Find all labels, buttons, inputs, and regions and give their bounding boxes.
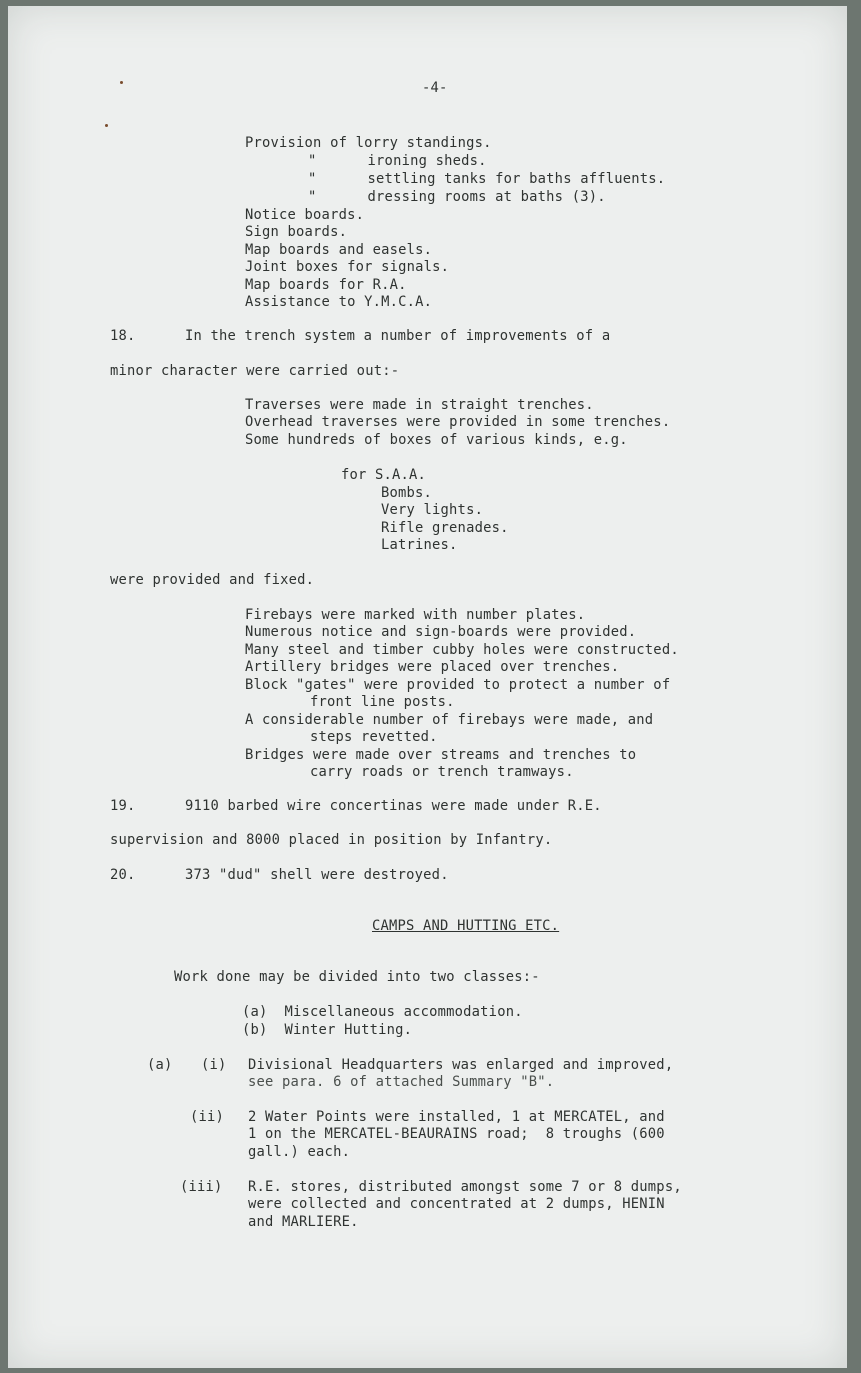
- trench-item: Traverses were made in straight trenches.: [245, 397, 594, 413]
- entry-text: were collected and concentrated at 2 dumps, HENIN: [248, 1196, 665, 1212]
- trench-item: Some hundreds of boxes of various kinds, e.g.: [245, 432, 628, 448]
- paragraph-text: In the trench system a number of improvements of a: [185, 328, 611, 344]
- entry-text: Divisional Headquarters was enlarged and improved,: [248, 1057, 674, 1073]
- box-item: Bombs.: [381, 485, 433, 501]
- paragraph-text: 9110 barbed wire concertinas were made under R.E.: [185, 798, 602, 814]
- box-item: Rifle grenades.: [381, 520, 509, 536]
- entry-text: 2 Water Points were installed, 1 at MERCATEL, and: [248, 1109, 665, 1125]
- document-page: [8, 6, 847, 1368]
- entry-text: 1 on the MERCATEL-BEAURAINS road; 8 troughs (600: [248, 1126, 665, 1142]
- entry-label: (a): [147, 1057, 173, 1073]
- paragraph-number: 20.: [110, 867, 136, 883]
- provision-item: Assistance to Y.M.C.A.: [245, 294, 433, 310]
- trench-item: Overhead traverses were provided in some trenches.: [245, 414, 671, 430]
- entry-number: (i): [201, 1057, 227, 1073]
- trench-item: Artillery bridges were placed over trenches.: [245, 659, 620, 675]
- entry-text: and MARLIERE.: [248, 1214, 359, 1230]
- class-item: (a) Miscellaneous accommodation.: [242, 1004, 523, 1020]
- paragraph-text: minor character were carried out:-: [110, 363, 400, 379]
- trench-item: front line posts.: [310, 694, 455, 710]
- trench-item: carry roads or trench tramways.: [310, 764, 574, 780]
- trench-item: Firebays were marked with number plates.: [245, 607, 586, 623]
- provision-item: " dressing rooms at baths (3).: [308, 189, 606, 205]
- entry-number: (ii): [190, 1109, 225, 1125]
- trench-item: Bridges were made over streams and trenches to: [245, 747, 637, 763]
- box-item: Very lights.: [381, 502, 484, 518]
- entry-text: gall.) each.: [248, 1144, 351, 1160]
- ink-speck: [120, 81, 123, 84]
- trench-item: A considerable number of firebays were made, and: [245, 712, 654, 728]
- trench-item: steps revetted.: [310, 729, 438, 745]
- provision-item: Notice boards.: [245, 207, 365, 223]
- entry-number: (iii): [180, 1179, 223, 1195]
- box-item: Latrines.: [381, 537, 458, 553]
- trench-item: Block "gates" were provided to protect a number of: [245, 677, 671, 693]
- box-item: for S.A.A.: [341, 467, 427, 483]
- paragraph-text: Work done may be divided into two classes:-: [174, 969, 540, 985]
- provision-item: Map boards for R.A.: [245, 277, 407, 293]
- provision-item: Joint boxes for signals.: [245, 259, 450, 275]
- entry-text: R.E. stores, distributed amongst some 7 or 8 dumps,: [248, 1179, 682, 1195]
- paragraph-number: 18.: [110, 328, 136, 344]
- paragraph-text: supervision and 8000 placed in position by Infantry.: [110, 832, 553, 848]
- paragraph-number: 19.: [110, 798, 136, 814]
- trench-item: Numerous notice and sign-boards were provided.: [245, 624, 637, 640]
- paragraph-text: 373 "dud" shell were destroyed.: [185, 867, 449, 883]
- paragraph-text: were provided and fixed.: [110, 572, 315, 588]
- provision-item: Provision of lorry standings.: [245, 135, 492, 151]
- ink-speck: [105, 124, 108, 127]
- provision-item: Sign boards.: [245, 224, 348, 240]
- page-number: -4-: [422, 80, 448, 96]
- provision-item: " settling tanks for baths affluents.: [308, 171, 666, 187]
- class-item: (b) Winter Hutting.: [242, 1022, 413, 1038]
- section-heading: CAMPS AND HUTTING ETC.: [372, 918, 560, 934]
- provision-item: Map boards and easels.: [245, 242, 433, 258]
- provision-item: " ironing sheds.: [308, 153, 487, 169]
- entry-text: see para. 6 of attached Summary "B".: [248, 1074, 555, 1090]
- trench-item: Many steel and timber cubby holes were constructed.: [245, 642, 679, 658]
